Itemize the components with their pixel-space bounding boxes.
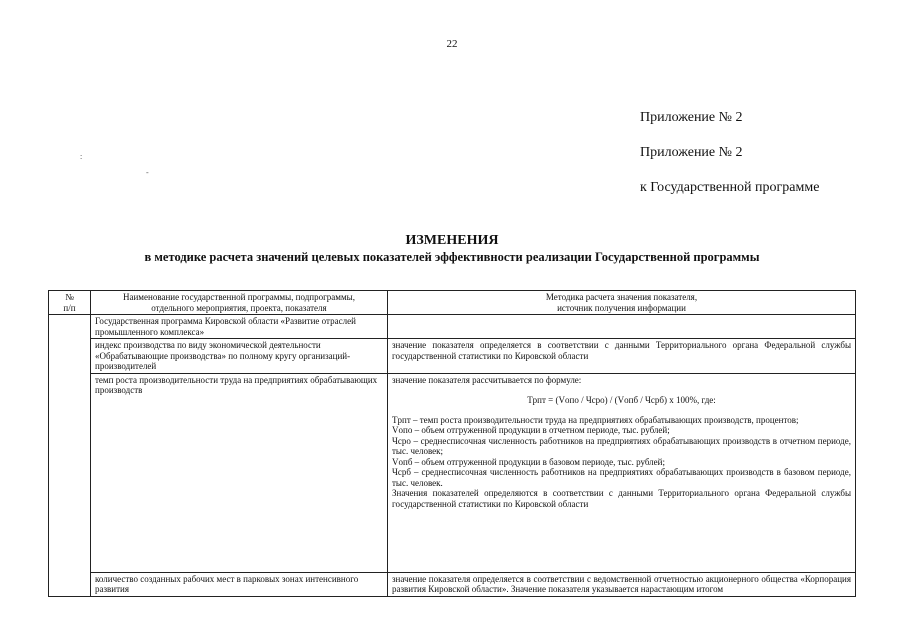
scan-speck: - bbox=[146, 168, 149, 177]
appendix-line-1: Приложение № 2 bbox=[640, 110, 743, 125]
row-name-cell: темп роста производительности труда на предприятиях обрабатывающих производств bbox=[91, 373, 388, 572]
definition-6: Значения показателей определяются в соответствии с данными Территориального органа Федеральной службы государственной статистики по Кировской области bbox=[392, 488, 851, 509]
row-method-cell bbox=[388, 373, 856, 572]
row-name-cell: Государственная программа Кировской области «Развитие отраслей промышленного комплекса» bbox=[91, 315, 388, 339]
table-row bbox=[49, 373, 856, 572]
definition-3: Чсро – среднесписочная численность работников на предприятиях обрабатывающих производств в отчетном периоде, тыс. человек; bbox=[392, 435, 851, 456]
row-name-cell: количество созданных рабочих мест в парковых зонах интенсивного развития bbox=[91, 572, 388, 596]
appendix-line-2: Приложение № 2 bbox=[640, 145, 743, 160]
definition-1: Тpпт – темп роста производительности труда на предприятиях обрабатывающих производств, процентов; bbox=[392, 414, 799, 425]
header-name-line2: отдельного мероприятия, проекта, показателя bbox=[151, 302, 327, 313]
header-number-line1: № bbox=[65, 292, 74, 302]
header-name bbox=[91, 291, 388, 315]
table-header-row bbox=[49, 291, 856, 315]
definition-4: Vопб – объем отгруженной продукции в базовом периоде, тыс. рублей; bbox=[392, 456, 665, 467]
row-name-cell: индекс производства по виду экономической деятельности «Обрабатывающие производства» по полному кругу организаций-производителей bbox=[91, 339, 388, 374]
definition-5: Чсрб – среднесписочная численность работников на предприятиях обрабатывающих производств в базовом периоде, тыс. человек. bbox=[392, 467, 851, 488]
document-subtitle: в методике расчета значений целевых показателей эффективности реализации Государственной программы bbox=[144, 250, 760, 264]
table-row bbox=[49, 572, 856, 596]
method-intro: значение показателя рассчитывается по формуле: bbox=[392, 374, 582, 385]
document-title: ИЗМЕНЕНИЯ bbox=[405, 233, 499, 248]
page-number: 22 bbox=[446, 38, 458, 50]
changes-table bbox=[48, 290, 856, 597]
row-number-cell bbox=[49, 315, 91, 597]
row-method-cell bbox=[388, 315, 856, 339]
header-name-line1: Наименование государственной программы, подпрограммы, bbox=[123, 292, 355, 302]
row-method-cell: значение показателя определяется в соответствии с ведомственной отчетностью акционерного общества «Корпорация развития Кировской области». Значение показателя указывается нарастающим итогом bbox=[388, 572, 856, 596]
header-method-line2: источник получения информации bbox=[557, 302, 686, 313]
row-method-cell: значение показателя определяется в соответствии с данными Территориального органа Федеральной службы государственной статистики по Кировской области bbox=[388, 339, 856, 374]
scan-speck: : bbox=[80, 152, 83, 161]
header-number-line2: п/п bbox=[63, 302, 76, 313]
appendix-line-3: к Государственной программе bbox=[640, 180, 820, 195]
table-row bbox=[49, 339, 856, 374]
definition-2: Vопо – объем отгруженной продукции в отчетном периоде, тыс. рублей; bbox=[392, 425, 670, 435]
header-method-line1: Методика расчета значения показателя, bbox=[545, 292, 698, 302]
header-number bbox=[49, 291, 91, 315]
formula: Тpпт = (Vопо / Чсро) / (Vопб / Чсрб) х 100%, где: bbox=[527, 395, 716, 405]
table-row bbox=[49, 315, 856, 339]
header-method bbox=[388, 291, 856, 315]
